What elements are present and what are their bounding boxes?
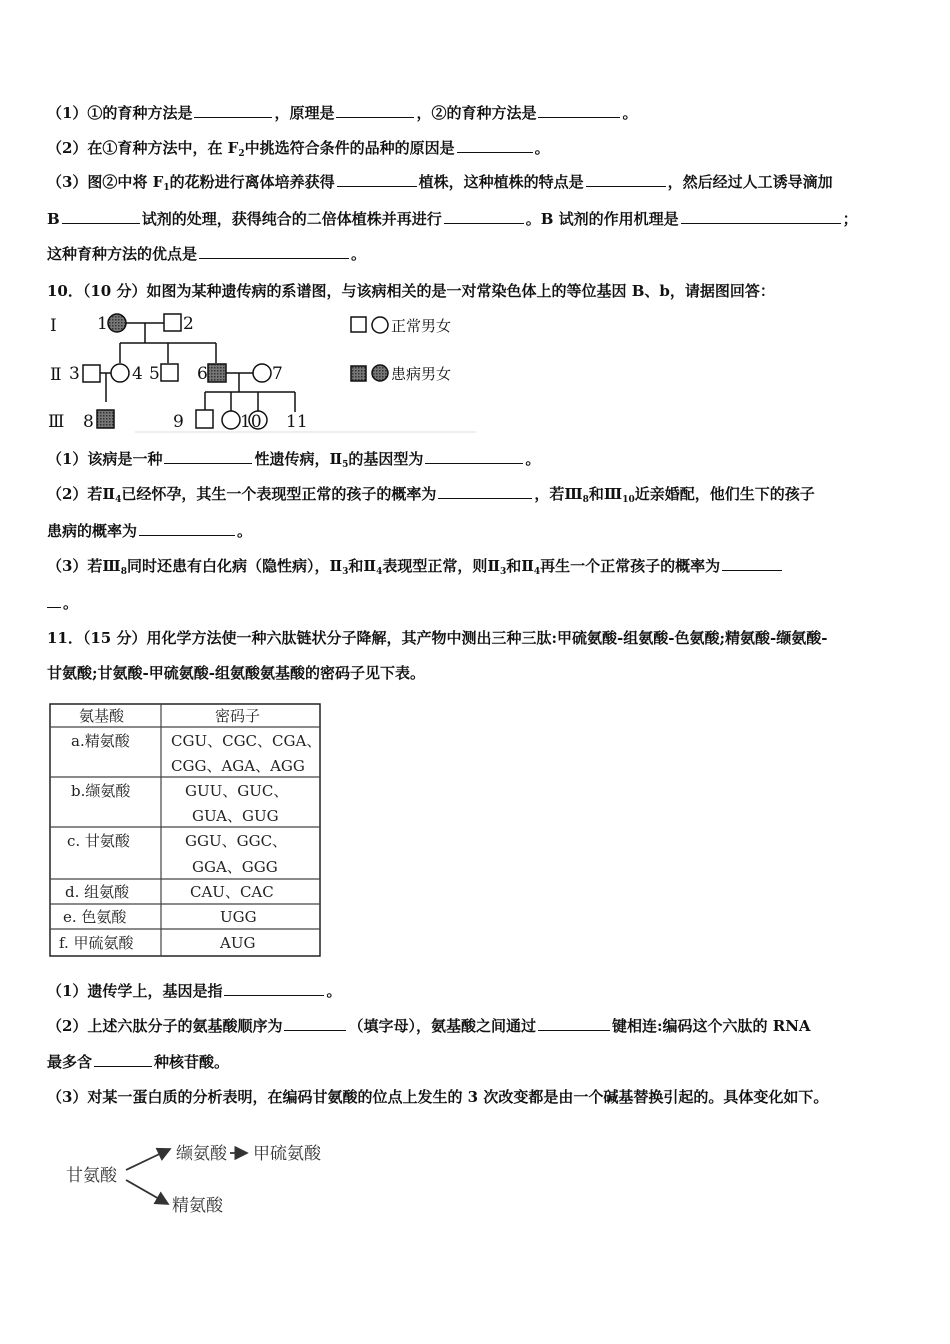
table-cell-aa: e. 色氨酸 <box>63 908 127 926</box>
q9-part3-text: 植株，这种植株的特点是 <box>418 173 584 191</box>
legend-normal-female-icon <box>372 317 388 333</box>
q11-header-line2: 甘氨酸;甘氨酸-甲硫氨酸-组氨酸氨基酸的密码子见下表。 <box>47 664 425 682</box>
q9-part3 <box>47 171 833 193</box>
legend-normal-male-icon <box>351 317 366 332</box>
table-cell-codon: CGG、AGA、AGG <box>171 757 305 775</box>
label-9: 9 <box>173 412 184 432</box>
table-cell-codon: GGA、GGG <box>192 858 278 876</box>
codon-table <box>49 703 323 959</box>
gen-I-label: Ⅰ <box>50 316 57 336</box>
q10-part1 <box>47 448 540 470</box>
label-1: 1 <box>97 314 108 334</box>
label-5: 5 <box>149 364 160 384</box>
answer-blank[interactable] <box>139 534 235 536</box>
table-cell-codon: AUG <box>220 934 256 952</box>
q9-part3-text: 这种育种方法的优点是 <box>47 245 198 263</box>
pedigree-chart <box>40 310 480 434</box>
subscript: 3 <box>499 567 507 577</box>
q11-part1 <box>47 980 341 1001</box>
q10-part1-text: （1）该病是一种 <box>47 450 163 468</box>
label-6: 6 <box>197 364 208 384</box>
answer-blank[interactable] <box>586 185 666 187</box>
label-10: 10 <box>240 412 262 432</box>
individual-II6-affected-male <box>208 364 226 382</box>
mutation-diagram <box>60 1132 340 1222</box>
mutation-end-label: 甲硫氨酸 <box>253 1144 321 1164</box>
table-cell-aa: d. 组氨酸 <box>65 883 130 901</box>
answer-blank[interactable] <box>444 222 524 224</box>
q11-part2-text: （填字母），氨基酸之间通过 <box>348 1017 536 1035</box>
legend-affected-male-icon <box>351 366 366 381</box>
legend-affected-label: 患病男女 <box>391 365 452 383</box>
table-cell-codon: UGG <box>220 908 257 926</box>
legend-normal-label: 正常男女 <box>391 317 452 335</box>
answer-blank[interactable] <box>284 1029 346 1031</box>
table-cell-codon: GGU、GGC、 <box>185 832 288 850</box>
q9-part1-text: ，原理是 <box>274 104 335 122</box>
table-cell-codon: GUU、GUC、 <box>185 782 289 800</box>
answer-blank[interactable] <box>224 994 324 996</box>
table-cell-aa: c. 甘氨酸 <box>67 832 130 850</box>
answer-blank[interactable] <box>199 257 349 259</box>
individual-II3-normal-male <box>83 365 100 382</box>
table-cell-codon: CAU、CAC <box>190 883 274 901</box>
q9-part1-text: （1）①的育种方法是 <box>47 104 193 122</box>
q11-part2-text: 种核苷酸。 <box>154 1053 230 1071</box>
individual-II7-normal-female <box>253 364 271 382</box>
q9-part3-text: ，然后经过人工诱导滴加 <box>667 173 833 191</box>
label-8: 8 <box>83 412 94 432</box>
q10-part3-text: 表现型正常，则Ⅱ <box>382 557 500 575</box>
q9-part1-text: 。 <box>622 104 638 122</box>
gen-III-label: Ⅲ <box>48 412 65 432</box>
table-header-codon: 密码子 <box>215 707 261 725</box>
label-2: 2 <box>183 314 194 334</box>
q9-part3-text: B <box>47 210 60 228</box>
q10-part2-text: 已经怀孕，其生一个表现型正常的孩子的概率为 <box>121 485 437 503</box>
legend-affected-female-icon <box>372 365 388 381</box>
q11-part2-text: 最多含 <box>47 1053 93 1071</box>
q11-part1-text: （1）遗传学上，基因是指 <box>47 982 223 1000</box>
mutation-low-label: 精氨酸 <box>172 1196 223 1216</box>
q11-part2-text: （2）上述六肽分子的氨基酸顺序为 <box>47 1017 283 1035</box>
q10-part2-text: 。 <box>237 522 253 540</box>
answer-blank[interactable] <box>722 569 782 571</box>
label-3: 3 <box>69 364 80 384</box>
q9-part3-cont2 <box>47 243 366 264</box>
individual-II5-normal-male <box>161 364 178 381</box>
q10-part1-text: 。 <box>525 450 541 468</box>
q10-part1-text: 性遗传病，Ⅱ <box>254 450 343 468</box>
q11-part2 <box>47 1015 811 1036</box>
q11-part1-text: 。 <box>326 982 342 1000</box>
q9-part3-text: 的花粉进行离体培养获得 <box>169 173 335 191</box>
answer-blank[interactable] <box>337 185 417 187</box>
subscript: 4 <box>533 567 541 577</box>
answer-blank[interactable] <box>336 116 414 118</box>
table-header-amino-acid: 氨基酸 <box>79 707 125 725</box>
answer-blank[interactable] <box>681 222 841 224</box>
q11-header-line1: 11．（15 分）用化学方法使一种六肽链状分子降解，其产物中测出三种三肽:甲硫氨酸-组氨酸-色氨酸;精氨酸-缬氨酸- <box>47 629 828 647</box>
answer-blank[interactable] <box>62 222 140 224</box>
q9-part3-text: （3）图②中将 F <box>47 173 164 191</box>
table-cell-aa: b.缬氨酸 <box>71 782 131 800</box>
q9-part2-text: 中挑选符合条件的品种的原因是 <box>244 139 455 157</box>
answer-blank[interactable] <box>457 151 533 153</box>
q10-part3 <box>47 555 784 577</box>
answer-blank[interactable] <box>194 116 272 118</box>
mutation-mid-label: 缬氨酸 <box>176 1144 227 1164</box>
q10-part2-text: 和Ⅲ <box>588 485 623 503</box>
table-cell-codon: GUA、GUG <box>192 807 279 825</box>
subscript: 10 <box>622 495 635 505</box>
individual-III8-affected-male <box>97 410 114 428</box>
label-11: 11 <box>286 412 308 432</box>
subscript: 3 <box>342 567 349 577</box>
q9-part3-text: 。B 试剂的作用机理是 <box>525 210 679 228</box>
q10-part2-text: ，若Ⅲ <box>534 485 583 503</box>
individual-III10-normal-female <box>222 411 240 429</box>
q10-part2-text: （2）若Ⅱ <box>47 485 116 503</box>
q10-part3-text: 再生一个正常孩子的概率为 <box>540 557 721 575</box>
q11-part2-text: 键相连:编码这个六肽的 RNA <box>611 1017 811 1035</box>
q10-part2-cont <box>47 520 252 541</box>
arrow-to-mid <box>126 1149 170 1170</box>
label-4: 4 <box>132 364 143 384</box>
q9-part1 <box>47 102 638 123</box>
subscript: 2 <box>238 149 245 159</box>
q10-part3-text: 。 <box>63 594 79 612</box>
arrow-to-low <box>126 1180 168 1204</box>
subscript: 8 <box>120 567 127 577</box>
subscript: 4 <box>115 495 122 505</box>
label-7: 7 <box>272 364 283 384</box>
subscript: 8 <box>582 495 589 505</box>
answer-blank[interactable] <box>164 462 252 464</box>
q10-part2 <box>47 483 815 505</box>
q9-part1-text: ，②的育种方法是 <box>416 104 537 122</box>
q11-part2-cont <box>47 1051 229 1072</box>
table-cell-aa: a.精氨酸 <box>71 732 130 750</box>
answer-blank[interactable] <box>538 1029 610 1031</box>
mutation-source-label: 甘氨酸 <box>66 1166 117 1186</box>
answer-blank[interactable] <box>538 116 620 118</box>
q9-part3-cont <box>47 208 858 229</box>
q9-part3-text: 。 <box>351 245 367 263</box>
q10-part3-text: （3）若Ⅲ <box>47 557 121 575</box>
q9-part2-text: （2）在①育种方法中，在 F <box>47 139 239 157</box>
q9-part3-text: ； <box>842 210 858 228</box>
q9-part2-text: 。 <box>534 139 550 157</box>
table-cell-aa: f. 甲硫氨酸 <box>59 934 134 952</box>
answer-blank[interactable] <box>94 1065 152 1067</box>
individual-I1-affected-female <box>108 314 126 332</box>
answer-blank[interactable] <box>47 606 61 608</box>
subscript: 4 <box>376 567 383 577</box>
answer-blank[interactable] <box>438 497 532 499</box>
q10-part1-text: 的基因型为 <box>348 450 424 468</box>
q10-part2-text: 患病的概率为 <box>47 522 138 540</box>
individual-I2-normal-male <box>164 314 181 331</box>
q10-header: 10．（10 分）如图为某种遗传病的系谱图，与该病相关的是一对常染色体上的等位基因 B、b，请据图回答： <box>47 282 775 300</box>
q11-part3: （3）对某一蛋白质的分析表明，在编码甘氨酸的位点上发生的 3 次改变都是由一个碱基替换引起的。具体变化如下。 <box>47 1088 829 1106</box>
q9-part3-text: 试剂的处理，获得纯合的二倍体植株并再进行 <box>141 210 442 228</box>
q9-part2 <box>47 137 550 159</box>
q10-part3-cont <box>47 592 78 613</box>
subscript: 5 <box>342 460 349 470</box>
table-cell-codon: CGU、CGC、CGA、 <box>171 732 322 750</box>
individual-II4-normal-female <box>111 364 129 382</box>
q10-part3-text: 和Ⅱ <box>348 557 377 575</box>
gen-II-label: Ⅱ <box>50 365 62 385</box>
individual-III9-normal-male <box>196 410 213 428</box>
subscript: 1 <box>163 183 170 193</box>
answer-blank[interactable] <box>425 462 523 464</box>
q10-part3-text: 同时还患有白化病（隐性病），Ⅱ <box>126 557 343 575</box>
q10-part3-text: 和Ⅱ <box>506 557 534 575</box>
q10-part2-text: 近亲婚配，他们生下的孩子 <box>634 485 815 503</box>
